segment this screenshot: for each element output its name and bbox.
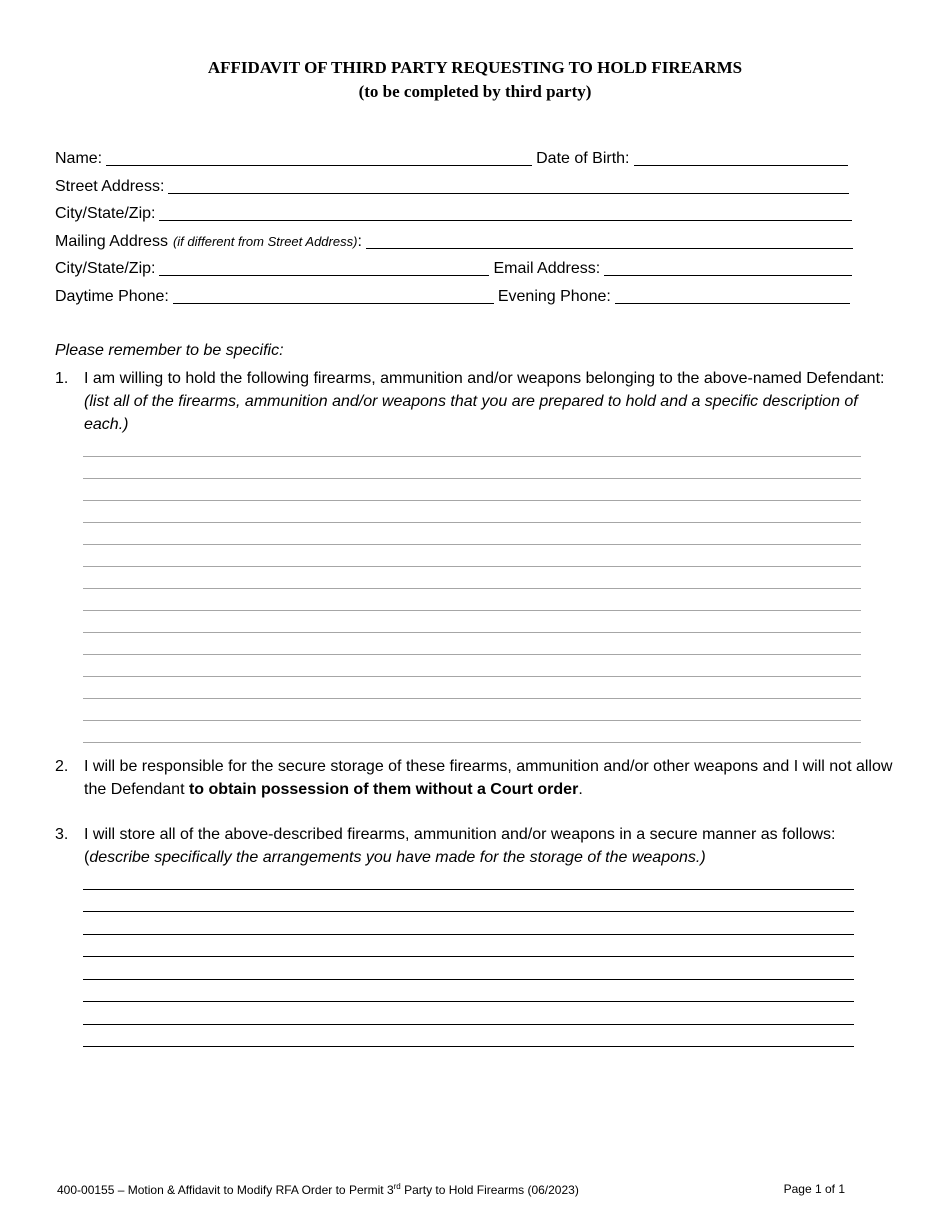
write-line[interactable] [83,655,861,677]
street-row [55,176,853,198]
item-2 [55,755,900,801]
write-line[interactable] [83,699,861,721]
write-line[interactable] [83,633,861,655]
item-2-body: I will be responsible for the secure storage of these firearms, ammunition and/or other weapons and I will not allow the Defendant [84,758,893,798]
mailing-field[interactable] [366,232,853,249]
write-line[interactable] [83,523,861,545]
city2-row [55,258,856,280]
dayphone-field[interactable] [173,287,494,304]
mailing-note: (if different from Street Address) [172,234,358,249]
name-row [55,148,852,170]
footer-form-rest: Party to Hold Firearms (06/2023) [400,1183,579,1197]
item-1 [55,367,900,436]
phone-row [55,286,854,308]
name-label: Name: [55,150,103,167]
firearms-list-lines[interactable] [83,435,861,743]
form-subtitle: (to be completed by third party) [358,82,592,101]
write-line[interactable] [83,435,861,457]
mailing-colon: : [357,233,362,250]
form-title: AFFIDAVIT OF THIRD PARTY REQUESTING TO HOLD FIREARMS [207,58,743,77]
item-2-text [84,755,900,801]
item-3-text [84,823,900,869]
street-label: Street Address: [55,178,165,195]
email-field[interactable] [604,259,852,276]
write-line[interactable] [83,611,861,633]
item-2-number: 2. [55,758,69,775]
mailing-row [55,231,857,253]
write-line[interactable] [83,912,854,935]
storage-description-lines[interactable] [83,867,854,1047]
email-label: Email Address: [493,260,601,277]
write-line[interactable] [83,1025,854,1048]
write-line[interactable] [83,980,854,1003]
item-1-instruction: (list all of the firearms, ammunition and/or weapons that you are prepared to hold and a specific description of each.) [84,393,858,433]
write-line[interactable] [83,545,861,567]
item-2-end: . [578,781,583,798]
write-line[interactable] [83,479,861,501]
instruction-text: Please remember to be specific: [55,342,284,359]
write-line[interactable] [83,501,861,523]
write-line[interactable] [83,890,854,913]
item-3 [55,823,900,869]
dob-label: Date of Birth: [536,150,630,167]
item-3-instruction: describe specifically the arrangements you have made for the storage of the weapons.) [89,849,706,866]
item-1-body: I am willing to hold the following firearms, ammunition and/or weapons belonging to the above-named Defendant: [84,370,885,387]
city2-field[interactable] [159,259,489,276]
city-field[interactable] [159,204,852,221]
evephone-label: Evening Phone: [497,288,611,305]
item-1-number: 1. [55,370,69,387]
street-field[interactable] [168,177,849,194]
item-3-body: I will store all of the above-described firearms, ammunition and/or weapons in a secure manner as follows: ( [84,826,836,866]
evephone-field[interactable] [615,287,850,304]
city-label: City/State/Zip: [55,205,156,222]
footer-form-id: 400-00155 – Motion & Affidavit to Modify RFA Order to Permit 3 [57,1183,394,1197]
write-line[interactable] [83,589,861,611]
city2-label: City/State/Zip: [55,260,156,277]
write-line[interactable] [83,867,854,890]
dob-field[interactable] [634,149,849,166]
write-line[interactable] [83,721,861,743]
item-3-number: 3. [55,826,69,843]
mailing-label: Mailing Address [55,233,168,250]
write-line[interactable] [83,567,861,589]
city-row [55,203,856,225]
write-line[interactable] [83,1002,854,1025]
form-id-footer [57,1182,579,1197]
name-field[interactable] [106,149,532,166]
dayphone-label: Daytime Phone: [55,288,169,305]
item-2-emphasis: to obtain possession of them without a Court order [188,781,579,798]
write-line[interactable] [83,457,861,479]
write-line[interactable] [83,957,854,980]
footer-sup: rd [393,1182,401,1191]
write-line[interactable] [83,935,854,958]
page-number: Page 1 of 1 [783,1182,845,1196]
write-line[interactable] [83,677,861,699]
item-1-text [84,367,900,436]
